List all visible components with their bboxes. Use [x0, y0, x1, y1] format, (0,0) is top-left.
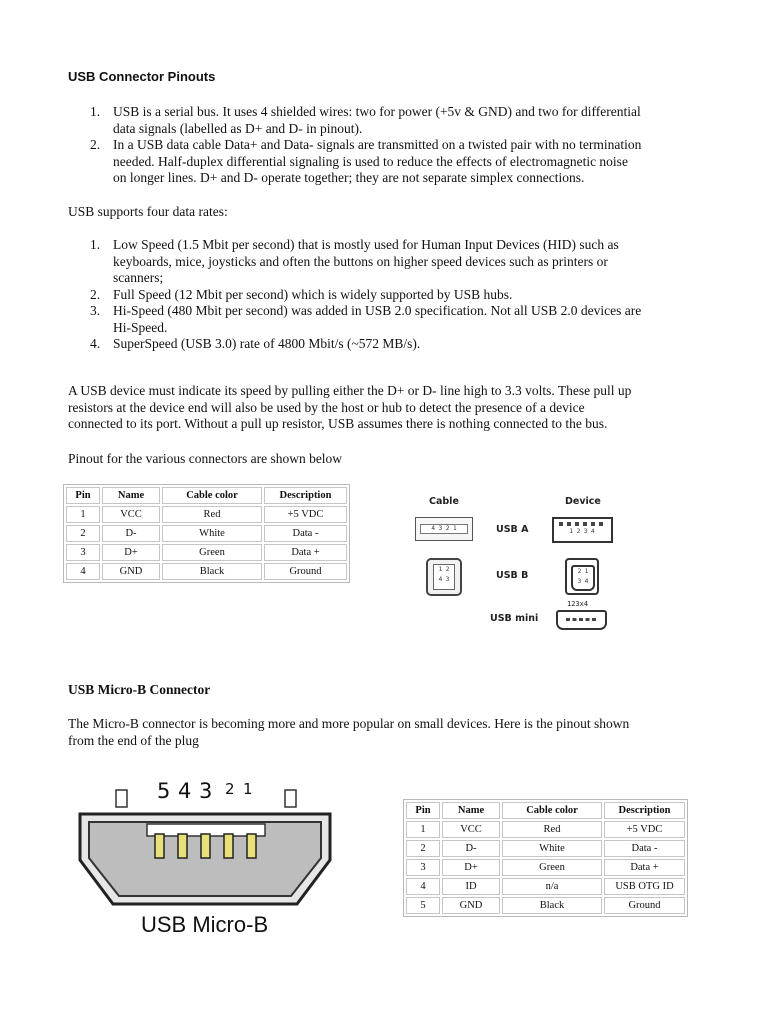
table-cell: 3 — [66, 544, 100, 561]
table-cell: VCC — [102, 506, 160, 523]
pin-number-4: 4 — [178, 779, 192, 803]
micro-b-plug-drawing — [75, 772, 335, 952]
contact-pin — [224, 834, 233, 858]
column-header: Description — [604, 802, 685, 819]
data-rates-intro: USB supports four data rates: — [68, 204, 228, 219]
table-cell: n/a — [502, 878, 602, 895]
table-row — [406, 878, 685, 895]
usb-mini-label: USB mini — [490, 613, 539, 624]
column-label-cable: Cable — [429, 496, 459, 507]
table-cell: 2 — [66, 525, 100, 542]
table-cell: GND — [102, 563, 160, 580]
column-header: Pin — [66, 487, 100, 504]
pin-number-1: 1 — [243, 780, 253, 798]
table-cell: 5 — [406, 897, 440, 914]
column-header: Cable color — [502, 802, 602, 819]
pullup-paragraph: A USB device must indicate its speed by pulling either the D+ or D- line high to 3.3 volts. These pull up resistors at the device end will also be used by the host or hub to detect the presence of a device connected to its port. Without a pull up resistor, USB assumes there is nothing connected to the bus. — [68, 383, 632, 431]
table-cell: Data + — [604, 859, 685, 876]
usb-b-device-pins: 2 1 3 4 — [571, 565, 595, 591]
table-cell: Ground — [264, 563, 347, 580]
table-row — [406, 821, 685, 838]
table-cell: 3 — [406, 859, 440, 876]
column-header: Name — [102, 487, 160, 504]
column-header: Description — [264, 487, 347, 504]
section-title-usb-connector-pinouts: USB Connector Pinouts — [68, 69, 216, 84]
list-item: 2. Full Speed (12 Mbit per second) which is widely supported by USB hubs. — [90, 286, 513, 302]
list-item: 1. Low Speed (1.5 Mbit per second) that is mostly used for Human Input Devices (HID) such as keyboards, mice, joysticks and often the buttons on higher speed devices such as printers or scanners; — [90, 237, 619, 285]
table-row — [66, 544, 347, 561]
usb-mini-contacts — [566, 618, 597, 621]
micro-b-label: USB Micro-B — [141, 912, 269, 937]
table-cell: ID — [442, 878, 500, 895]
pinout-intro: Pinout for the various connectors are shown below — [68, 451, 343, 466]
table-cell: 1 — [66, 506, 100, 523]
table-row — [406, 859, 685, 876]
table-cell: Data + — [264, 544, 347, 561]
table-cell: D+ — [102, 544, 160, 561]
usb-b-cable-icon — [426, 558, 462, 596]
table-cell: +5 VDC — [604, 821, 685, 838]
contact-pin — [155, 834, 164, 858]
table-row — [406, 840, 685, 857]
usb-b-cable-pins: 1 2 4 3 — [433, 564, 455, 590]
list-item: 1. USB is a serial bus. It uses 4 shielded wires: two for power (+5v & GND) and two for differential data signals (labelled as D+ and D- in pinout). — [90, 104, 641, 136]
table-cell: Data - — [264, 525, 347, 542]
table-cell: Black — [162, 563, 262, 580]
table-cell: 2 — [406, 840, 440, 857]
table-cell: Black — [502, 897, 602, 914]
contact-pin — [247, 834, 256, 858]
contact-pin — [178, 834, 187, 858]
table-cell: Data - — [604, 840, 685, 857]
table-cell: Green — [502, 859, 602, 876]
table-cell: D- — [442, 840, 500, 857]
table-header-row — [66, 487, 347, 504]
column-header: Cable color — [162, 487, 262, 504]
usb-a-device-icon — [552, 517, 613, 543]
table-cell: GND — [442, 897, 500, 914]
usb-a-device-pins: 1 2 3 4 — [569, 528, 595, 535]
table-cell: Red — [162, 506, 262, 523]
table-header-row — [406, 802, 685, 819]
list-item: 4. SuperSpeed (USB 3.0) rate of 4800 Mbit/s (~572 MB/s). — [90, 336, 421, 351]
connector-diagram — [405, 488, 625, 633]
section-title-usb-micro-b: USB Micro-B Connector — [68, 682, 211, 697]
usb-mini-pin-numbers: 123x4 — [567, 600, 589, 608]
table-cell: 4 — [66, 563, 100, 580]
table-cell: White — [502, 840, 602, 857]
table-cell: Ground — [604, 897, 685, 914]
usb-a-cable-pins: 4 3 2 1 — [420, 524, 468, 534]
column-header: Pin — [406, 802, 440, 819]
table-cell: 4 — [406, 878, 440, 895]
pin-number-5: 5 — [157, 779, 171, 803]
table-row — [66, 525, 347, 542]
usb-a-device-contacts — [559, 522, 603, 526]
table-cell: D+ — [442, 859, 500, 876]
table-row — [406, 897, 685, 914]
usb-mini-device-icon — [556, 610, 607, 630]
column-header: Name — [442, 802, 500, 819]
table-cell: D- — [102, 525, 160, 542]
latch-tab-left — [116, 790, 127, 807]
pin-number-3: 3 — [199, 779, 213, 803]
list-item: 3. Hi-Speed (480 Mbit per second) was added in USB 2.0 specification. Not all USB 2.0 devices are Hi-Speed. — [90, 303, 642, 335]
micro-b-pinout-table — [403, 799, 688, 917]
usb-a-label: USB A — [496, 524, 529, 535]
column-label-device: Device — [565, 496, 601, 507]
contact-pin — [201, 834, 210, 858]
table-cell: USB OTG ID — [604, 878, 685, 895]
data-rates-list — [68, 237, 708, 353]
table-cell: +5 VDC — [264, 506, 347, 523]
table-row — [66, 563, 347, 580]
usb-b-label: USB B — [496, 570, 529, 581]
pin-number-2: 2 — [225, 780, 235, 798]
table-cell: 1 — [406, 821, 440, 838]
table-cell: White — [162, 525, 262, 542]
micro-b-connector-diagram — [75, 772, 335, 952]
latch-tab-right — [285, 790, 296, 807]
usb-b-device-icon — [565, 558, 599, 595]
usb-facts-list — [68, 104, 708, 187]
table-row — [66, 506, 347, 523]
table-cell: Red — [502, 821, 602, 838]
table-cell: VCC — [442, 821, 500, 838]
list-item: 2. In a USB data cable Data+ and Data- signals are transmitted on a twisted pair with no termination needed. Half-duplex differential signaling is used to reduce the effects of electromagnetic noise on longer lines. D+ and D- operate together; they are not separate simplex connections. — [90, 137, 642, 185]
usb-a-cable-icon — [415, 517, 473, 541]
micro-b-description: The Micro-B connector is becoming more and more popular on small devices. Here is the pinout shown from the end of the plug — [68, 716, 630, 748]
table-cell: Green — [162, 544, 262, 561]
usb-pinout-table — [63, 484, 350, 583]
